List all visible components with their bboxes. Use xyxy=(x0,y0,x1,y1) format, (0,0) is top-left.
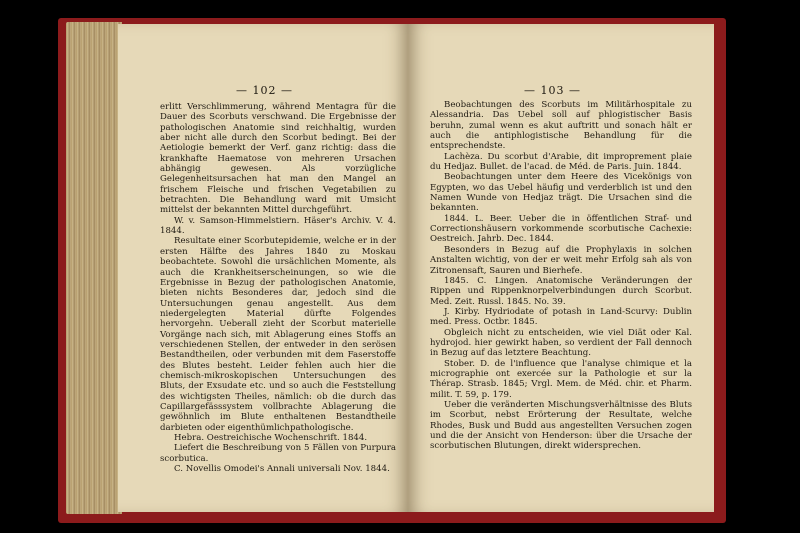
right-page xyxy=(408,24,714,512)
right-paragraph: Stober. D. de l'influence que l'analyse chimique et la micrographie ont exercée sur la Pathologie et sur la Thérap. Strasb. 1845; Vrgl. Mem. de Méd. chir. et Pharm. milit. T. 59, p. 179. xyxy=(430,358,692,400)
right-page-text xyxy=(430,100,692,452)
left-paragraph: C. Novellis Omodei's Annali universali Nov. 1844. xyxy=(174,464,390,475)
right-paragraph: Beobachtungen unter dem Heere des Vicekönigs von Egypten, wo das Uebel häufig und verderblich ist und den Namen Wunde von Hedjaz trägt. Die Ursachen sind die bekannten. xyxy=(430,172,692,214)
left-page xyxy=(118,24,408,512)
left-paragraph: Resultate einer Scorbutepidemie, welche er in der ersten Hälfte des Jahres 1840 zu Moskau beobachtete. Sowohl die ursächlichen Momente, als auch die Krankheitserscheinungen, so wie die Ergebnisse in Bezug der pathologischen Anatomie, bieten nichts Besonderes dar, jedoch sind die Untersuchungen genau angestellt. Aus dem niedergelegten Material dürfte Folgendes hervorgehn. Ueberall zieht der Scorbut materielle Vorgänge nach sich, mit Ablagerung eines Stoffs an verschiedenen Stellen, der entweder in den serösen Bestandtheilen, oder verbunden mit dem Faserstoffe des Blutes besteht. Leider fehlen auch hier die chemisch-mikroskopischen Untersuchungen des Bluts, der Exsudate etc. und so auch die Feststellung des wichtigsten Theiles, nämlich: ob die durch das Capillargefässsystem vollbrachte Ablagerung die gewöhnlich im Blute enthaltenen Bestandtheile darbieten oder eigenthümlichpathologische. xyxy=(160,236,396,433)
right-paragraph: Obgleich nicht zu entscheiden, wie viel Diät oder Kal. hydrojod. hier gewirkt haben, so verdient der Fall dennoch in Bezug auf das letztere Beachtung. xyxy=(430,327,692,359)
right-paragraph: Beobachtungen des Scorbuts im Militärhospitale zu Alessandria. Das Uebel soll auf phlogistischer Basis beruhn, zumal wenn es akut auftritt und sonach hält er auch die antiphlogistische Behandlung für die entsprechendste. xyxy=(430,100,692,152)
right-paragraph: Ueber die veränderten Mischungsverhältnisse des Bluts im Scorbut, nebst Erörterung der Resultate, welche Rhodes, Busk und Budd aus angestellten Versuchen zogen und die der Ansicht von Henderson: über die Ursache der scorbutischen Blutungen, direkt widersprechen. xyxy=(430,399,692,452)
right-paragraph: 1845. C. Lingen. Anatomische Veränderungen der Rippen und Rippenknorpelverbindungen durch Scorbut. Med. Zeit. Russl. 1845. No. 39. xyxy=(430,275,692,307)
left-paragraph: W. v. Samson-Himmelstiern. Häser's Archiv. V. 4. 1844. xyxy=(160,215,396,237)
left-page-number: — 102 — xyxy=(236,84,293,97)
page-edges xyxy=(66,22,122,514)
left-paragraph: Hebra. Oestreichische Wochenschrift. 1844. xyxy=(174,433,368,443)
right-paragraph: Besonders in Bezug auf die Prophylaxis in solchen Anstalten wichtig, von der er weit mehr Erfolg sah als von Zitronensaft, Sauren und Bierhefe. xyxy=(430,244,692,276)
right-paragraph: 1844. L. Beer. Ueber die in öffentlichen Straf- und Correctionshäusern vorkommende scorbutische Cachexie: Oestreich. Jahrb. Dec. 1844. xyxy=(430,213,692,245)
left-paragraph: erlitt Verschlimmerung, während Mentagra für die Dauer des Scorbuts verschwand. Die Ergebnisse der pathologischen Anatomie sind reichhaltig, wurden aber nicht alle durch den Scorbut bedingt. Bei der Aetiologie bemerkt der Verf. ganz richtig: dass die krankhafte Haematose von mehreren Ursachen abhängig gewesen. Als vorzügliche Gelegenheitsursachen hat man den Mangel an frischem Fleische und frischen Vegetabilien zu betrachten. Die Behandlung ward mit Umsicht mittelst der bekannten Mittel durchgeführt. xyxy=(160,102,396,216)
left-paragraph: Liefert die Beschreibung von 5 Fällen von Purpura scorbutica. xyxy=(160,443,396,464)
left-page-text xyxy=(160,102,396,474)
right-page-number: — 103 — xyxy=(524,84,581,97)
right-paragraph: J. Kirby. Hydriodate of potash in Land-Scurvy: Dublin med. Press. Octbr. 1845. xyxy=(430,306,692,328)
right-paragraph: Lachèza. Du scorbut d'Arabie, dit improprement plaie du Hedjaz. Bullet. de l'acad. de Méd. de Paris. Juin. 1844. xyxy=(430,151,692,173)
